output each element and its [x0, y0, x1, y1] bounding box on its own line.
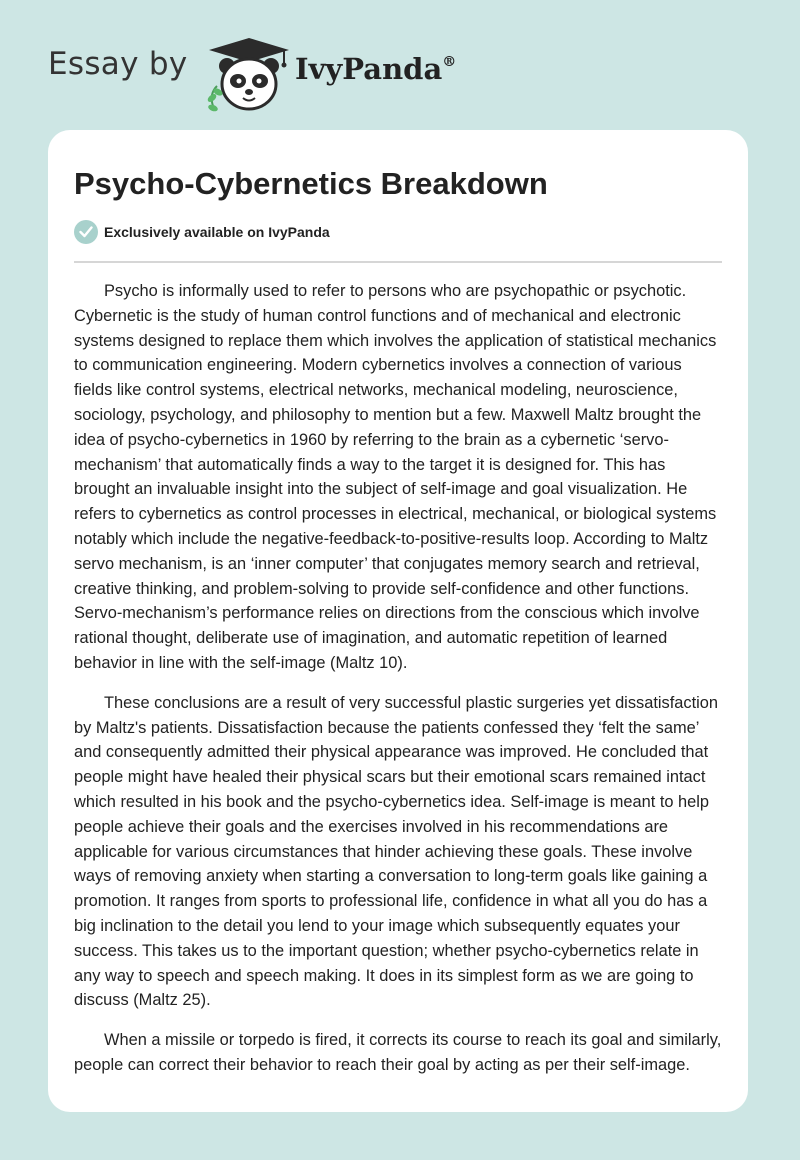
registered-mark: ®	[442, 54, 457, 70]
essay-body	[74, 279, 724, 1093]
paragraph: When a missile or torpedo is fired, it corrects its course to reach its goal and similarly, people can correct their behavior to reach their goal by acting as per their self-image.	[74, 1031, 722, 1074]
paragraph: These conclusions are a result of very successful plastic surgeries yet dissatisfaction by Maltz's patients. Dissatisfaction because the patients confessed they ‘felt the same’ and consequently admitted their physical appearance was improved. He concluded that people might have healed their physical scars but their emotional scars remained intact which resulted in his book and the psycho-cybernetics idea. Self-image is meant to help people achieve their goals and the exercises involved in his recommendations are applicable for various circumstances that hinder achieving these goals. These involve ways of removing anxiety when starting a conversation to long-term goals like gaining a promotion. It ranges from sports to professional life, confidence in what all you do has a big inclination to the detail you lend to your image which subsequently equates your success. This takes us to the important question; whether psycho-cybernetics relate in any way to speech and speech making. It does in its simplest form as we are going to discuss (Maltz 25).	[74, 693, 719, 1010]
exclusive-badge-label: Exclusively available on IvyPanda	[104, 224, 330, 240]
brand-label: IvyPanda	[295, 52, 443, 86]
site-header	[48, 32, 548, 112]
essay-card	[48, 130, 748, 1112]
check-circle-icon	[74, 220, 98, 244]
exclusive-badge	[74, 220, 330, 244]
paragraph: Psycho is informally used to refer to persons who are psychopathic or psychotic. Cybernetic is the study of human control functions and of mechanical and electronic systems designed to replace them which involves the application of statistical mechanics to communication engineering. Modern cybernetics involves a connection of various fields like control systems, electrical networks, mechanical modeling, neuroscience, sociology, psychology, and philosophy to mention but a few. Maxwell Maltz brought the idea of psycho-cybernetics in 1960 by referring to the brain as a cybernetic ‘servo-mechanism’ that automatically finds a way to the target it is designed for. This has brought an invaluable insight into the subject of self-image and goal visualization. He refers to cybernetics as control processes in electrical, mechanical, or biological systems notably which include the negative-feedback-to-positive-results loop. According to Maltz servo mechanism, is an ‘inner computer’ that conjugates memory search and retrieval, creative thinking, and problem-solving to provide self-confidence and other functions. Servo-mechanism’s performance relies on directions from the conscious which involve rational thought, deliberate use of imagination, and automatic repetition of learned behavior in line with the self-image (Maltz 10).	[74, 282, 717, 672]
divider	[74, 261, 722, 263]
page-title: Psycho-Cybernetics Breakdown	[74, 166, 548, 201]
essay-by-label: Essay by	[48, 46, 188, 82]
brand-name[interactable]	[295, 52, 456, 86]
ivypanda-logo-icon[interactable]	[203, 36, 295, 114]
